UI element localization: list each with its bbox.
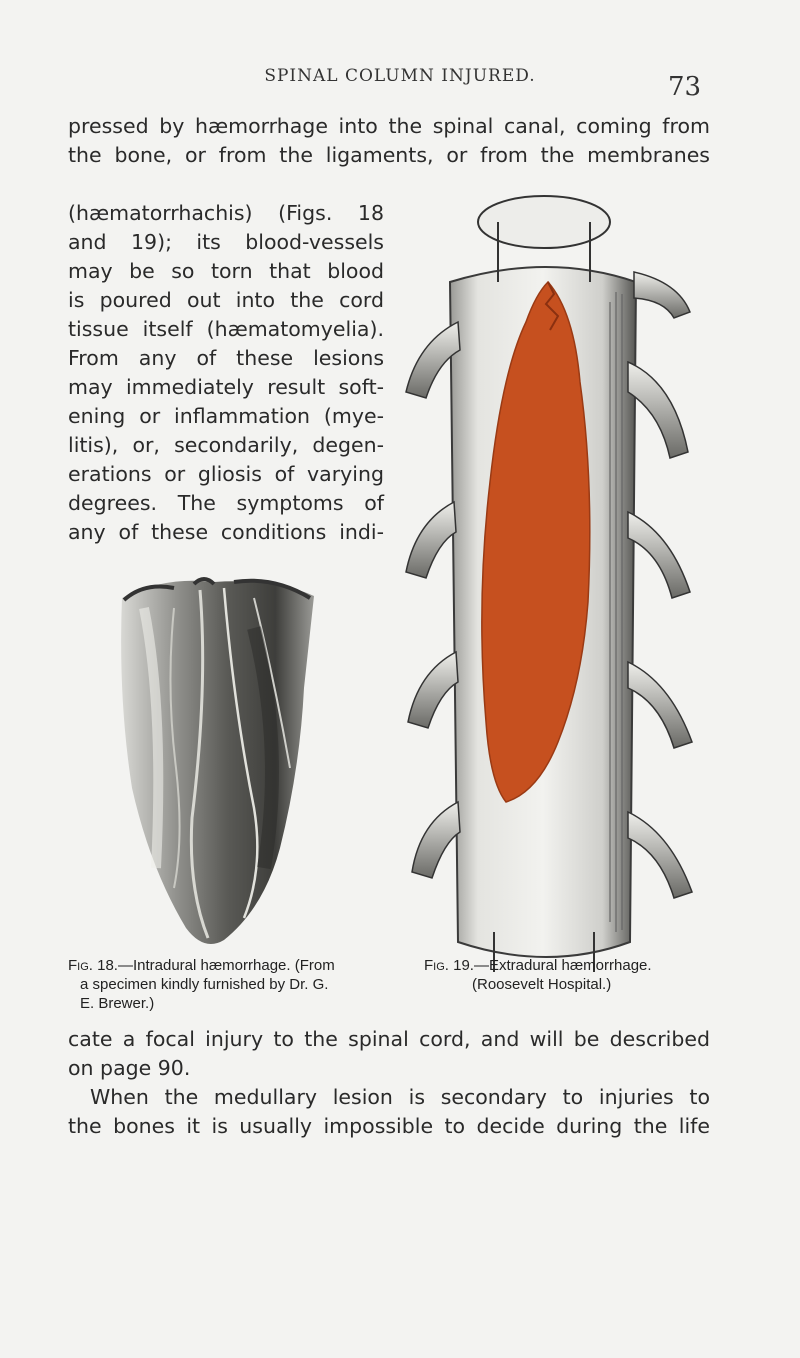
text-line: (hæmatorrhachis) (Figs. 18 <box>68 201 384 225</box>
text-line: may immediately result soft- <box>68 375 384 399</box>
caption-fig-18 <box>68 956 380 1013</box>
caption-text: —Intradural hæmorrhage. (From <box>117 957 335 974</box>
nerve-root-right <box>628 362 688 458</box>
nerve-root-left <box>406 502 456 578</box>
caption-text: E. Brewer.) <box>80 995 155 1012</box>
caption-text: (Roosevelt Hospital.) <box>472 976 612 993</box>
caption-label: Fig. 19. <box>424 957 474 974</box>
caption-fig-19 <box>424 956 724 994</box>
nerve-root-left <box>408 652 458 728</box>
text-line: litis), or, secondarily, degen- <box>68 433 384 457</box>
text-line: From any of these lesions <box>68 346 384 370</box>
caption-label: Fig. 18. <box>68 957 118 974</box>
text-line: on page 90. <box>68 1056 191 1080</box>
paragraph-top <box>68 112 710 170</box>
nerve-root-right <box>634 272 690 318</box>
text-line: any of these conditions indi- <box>68 520 384 544</box>
paragraph-bottom <box>68 1025 710 1141</box>
nerve-root-left <box>412 802 460 878</box>
nerve-root-right <box>628 512 690 598</box>
text-line: degrees. The symptoms of <box>68 491 384 515</box>
running-head: SPINAL COLUMN INJURED. <box>264 66 536 86</box>
text-line: is poured out into the cord <box>68 288 384 312</box>
figure-18-illustration <box>104 568 326 958</box>
nerve-root-right <box>628 662 692 748</box>
figure-19-illustration <box>398 182 703 974</box>
text-line: When the medullary lesion is secondary to injuries to <box>90 1085 710 1109</box>
text-line: may be so torn that blood <box>68 259 384 283</box>
paragraph-narrow <box>68 199 384 547</box>
nerve-root-right <box>628 812 692 898</box>
text-line: ening or inflammation (mye- <box>68 404 384 428</box>
page-number: 73 <box>668 72 702 102</box>
caption-text: a specimen kindly furnished by Dr. G. <box>80 976 329 993</box>
caption-text: —Extradural hæmorrhage. <box>473 957 652 974</box>
text-line: the bones it is usually impossible to decide during the life <box>68 1114 710 1138</box>
text-line: tissue itself (hæmatomyelia). <box>68 317 384 341</box>
text-line: cate a focal injury to the spinal cord, and will be described <box>68 1027 710 1051</box>
text-line: the bone, or from the ligaments, or from the membranes <box>68 143 710 167</box>
text-line: and 19); its blood-vessels <box>68 230 384 254</box>
text-line: pressed by hæmorrhage into the spinal canal, coming from <box>68 114 710 138</box>
text-line: erations or gliosis of varying <box>68 462 384 486</box>
